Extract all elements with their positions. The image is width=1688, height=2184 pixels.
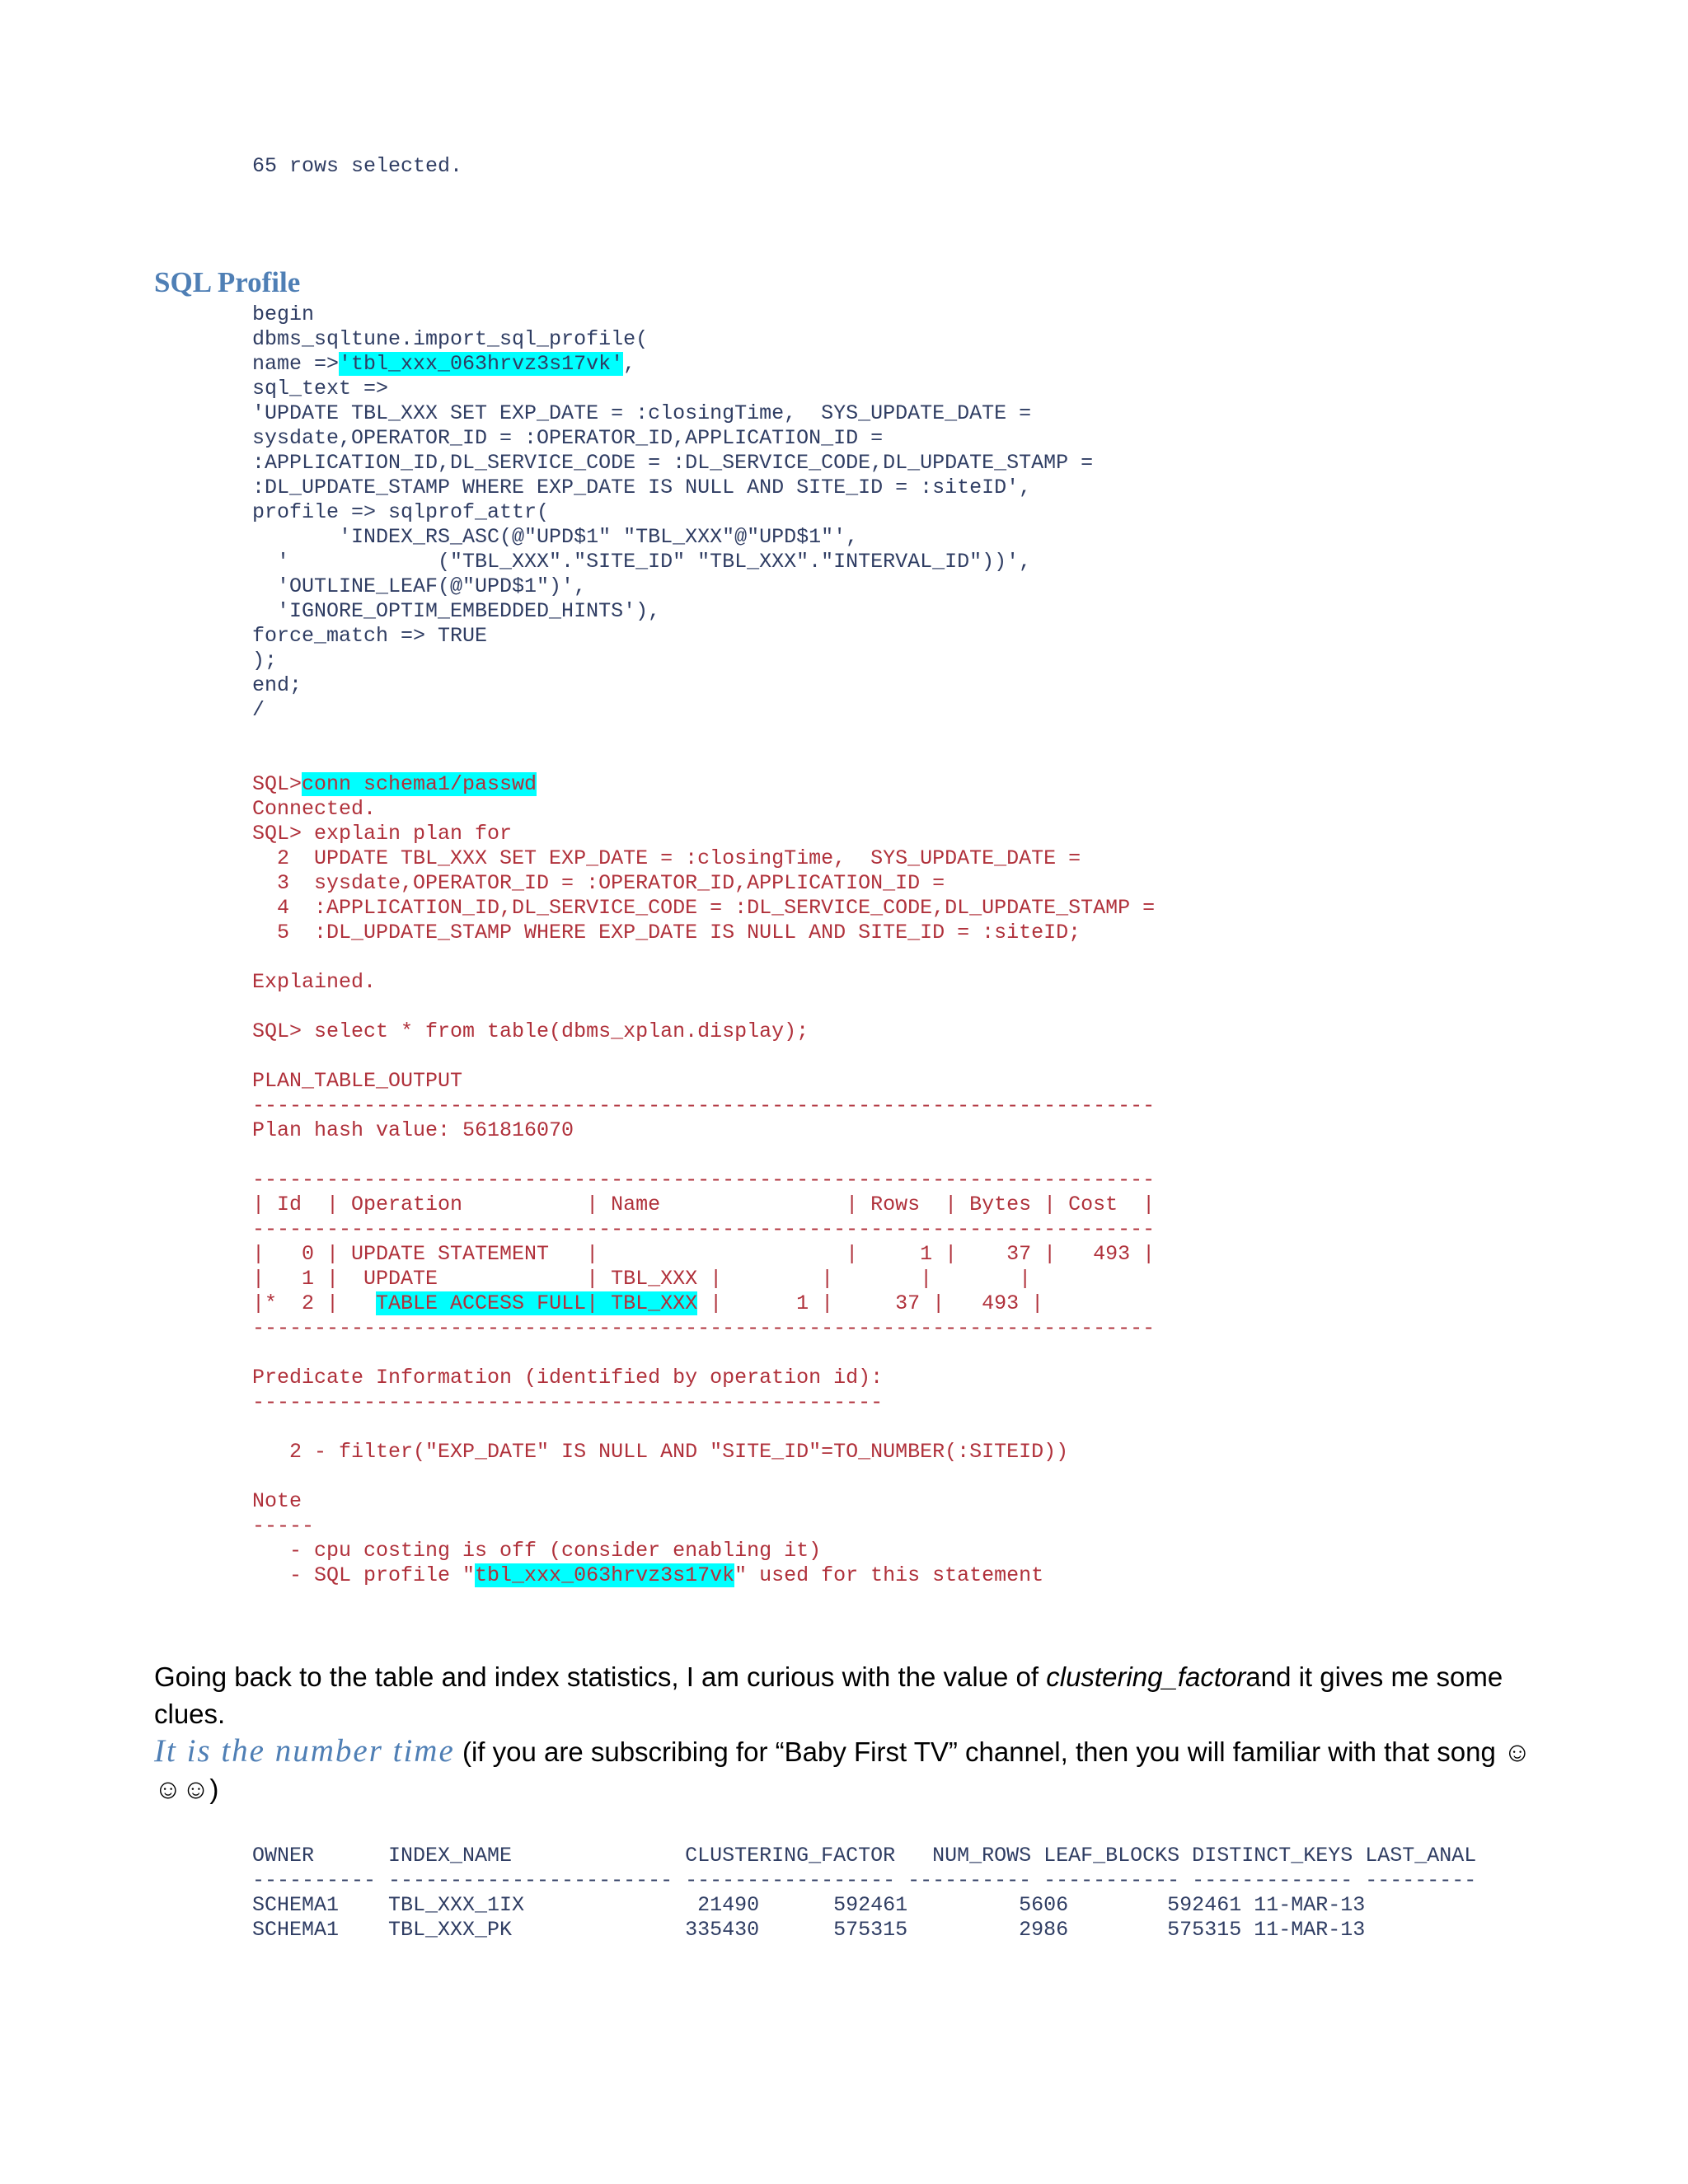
prose-text: (if you are subscribing for “Baby First TV” channel, then you will familiar with that song ☺☺☺) bbox=[154, 1736, 1531, 1804]
sql-prompt: SQL> bbox=[252, 772, 302, 796]
index-stats-header: OWNER INDEX_NAME CLUSTERING_FACTOR NUM_ROWS LEAF_BLOCKS DISTINCT_KEYS LAST_ANAL bbox=[252, 1844, 1477, 1868]
session-line: 4 :APPLICATION_ID,DL_SERVICE_CODE = :DL_SERVICE_CODE,DL_UPDATE_STAMP = bbox=[252, 896, 1156, 920]
dash-line: ------------------------------------------------------------------------- bbox=[252, 1316, 1156, 1340]
index-stats-row: SCHEMA1 TBL_XXX_PK 335430 575315 2986 575315 11-MAR-13 bbox=[252, 1918, 1366, 1942]
plan-table-output-label: PLAN_TABLE_OUTPUT bbox=[252, 1069, 463, 1093]
prose-paragraph-clustering bbox=[154, 1658, 1539, 1732]
plan-table-row: |* 2 | bbox=[252, 1291, 377, 1315]
code-line: sysdate,OPERATOR_ID = :OPERATOR_ID,APPLICATION_ID = bbox=[252, 426, 884, 450]
code-line: dbms_sqltune.import_sql_profile( bbox=[252, 327, 649, 351]
predicate-filter-line: 2 - filter("EXP_DATE" IS NULL AND "SITE_ID"=TO_NUMBER(:SITEID)) bbox=[252, 1440, 1069, 1464]
code-line: / bbox=[252, 698, 265, 722]
session-line: SQL> select * from table(dbms_xplan.display); bbox=[252, 1019, 809, 1043]
code-line: ' ("TBL_XXX"."SITE_ID" "TBL_XXX"."INTERVAL_ID"))', bbox=[252, 550, 1032, 574]
predicate-title: Predicate Information (identified by operation id): bbox=[252, 1366, 884, 1390]
note-title: Note bbox=[252, 1489, 302, 1513]
sql-profile-code-block bbox=[252, 302, 1093, 723]
session-line: Explained. bbox=[252, 970, 377, 994]
plan-table-row: | 1 | 37 | 493 | bbox=[697, 1291, 1044, 1315]
session-line: Connected. bbox=[252, 797, 377, 821]
session-line: 3 sysdate,OPERATOR_ID = :OPERATOR_ID,APPLICATION_ID = bbox=[252, 871, 945, 895]
code-line: sql_text => bbox=[252, 377, 389, 401]
code-line: 'INDEX_RS_ASC(@"UPD$1" "TBL_XXX"@"UPD$1"', bbox=[252, 525, 859, 549]
highlighted-profile-name: 'tbl_xxx_063hrvz3s17vk' bbox=[339, 352, 624, 376]
dash-line: ------------------------------------------------------------------------- bbox=[252, 1168, 1156, 1192]
prose-text: Going back to the table and index statistics, I am curious with the value of bbox=[154, 1661, 1047, 1692]
dash-line: ------------------------------------------------------------------------- bbox=[252, 1094, 1156, 1118]
index-stats-table bbox=[252, 1844, 1476, 1943]
note-line: - cpu costing is off (consider enabling it) bbox=[252, 1539, 822, 1563]
highlighted-profile-name: tbl_xxx_063hrvz3s17vk bbox=[475, 1563, 735, 1587]
sqlplus-session-block bbox=[252, 772, 1155, 1588]
session-line: SQL> explain plan for bbox=[252, 822, 513, 846]
code-line: :DL_UPDATE_STAMP WHERE EXP_DATE IS NULL AND SITE_ID = :siteID', bbox=[252, 476, 1032, 499]
prose-text: and it gives me some clues. bbox=[154, 1661, 1503, 1729]
note-line: - SQL profile " bbox=[252, 1563, 476, 1587]
note-line: " used for this statement bbox=[734, 1563, 1044, 1587]
code-line: ); bbox=[252, 649, 278, 673]
plan-hash-value: Plan hash value: 561816070 bbox=[252, 1118, 574, 1142]
code-line: , bbox=[623, 352, 636, 376]
prose-paragraph-number-time bbox=[154, 1732, 1539, 1807]
clustering-factor-term: clustering_factor bbox=[1046, 1661, 1246, 1692]
index-stats-dashes: ---------- ----------------------- ----------------- ---------- ----------- ------------- --------- bbox=[252, 1868, 1477, 1892]
highlighted-table-access-full: TABLE ACCESS FULL| TBL_XXX bbox=[376, 1291, 698, 1315]
note-dash: ----- bbox=[252, 1514, 315, 1538]
plan-table-header: | Id | Operation | Name | Rows | Bytes | Cost | bbox=[252, 1193, 1156, 1216]
plan-table-row: | 1 | UPDATE | TBL_XXX | | | | bbox=[252, 1267, 1032, 1291]
code-line: profile => sqlprof_attr( bbox=[252, 500, 550, 524]
number-time-title: It is the number time bbox=[154, 1733, 455, 1769]
code-line: 'UPDATE TBL_XXX SET EXP_DATE = :closingTime, SYS_UPDATE_DATE = bbox=[252, 401, 1032, 425]
plan-table-row: | 0 | UPDATE STATEMENT | | 1 | 37 | 493 | bbox=[252, 1242, 1156, 1266]
code-line: 'IGNORE_OPTIM_EMBEDDED_HINTS'), bbox=[252, 599, 661, 623]
session-line: 2 UPDATE TBL_XXX SET EXP_DATE = :closingTime, SYS_UPDATE_DATE = bbox=[252, 846, 1081, 870]
dash-line: ------------------------------------------------------------------------- bbox=[252, 1217, 1156, 1241]
code-line: force_match => TRUE bbox=[252, 624, 488, 648]
code-line: :APPLICATION_ID,DL_SERVICE_CODE = :DL_SERVICE_CODE,DL_UPDATE_STAMP = bbox=[252, 451, 1094, 475]
code-line: begin bbox=[252, 302, 315, 326]
code-line: name => bbox=[252, 352, 340, 376]
sql-profile-heading: SQL Profile bbox=[154, 266, 301, 298]
code-line: 'OUTLINE_LEAF(@"UPD$1")', bbox=[252, 574, 587, 598]
session-line: 5 :DL_UPDATE_STAMP WHERE EXP_DATE IS NULL AND SITE_ID = :siteID; bbox=[252, 921, 1081, 944]
index-stats-row: SCHEMA1 TBL_XXX_1IX 21490 592461 5606 592461 11-MAR-13 bbox=[252, 1893, 1366, 1917]
code-line: end; bbox=[252, 673, 302, 697]
predicate-dash: --------------------------------------------------- bbox=[252, 1390, 884, 1414]
rows-selected-text: 65 rows selected. bbox=[252, 154, 463, 178]
highlighted-conn-command: conn schema1/passwd bbox=[302, 772, 537, 796]
